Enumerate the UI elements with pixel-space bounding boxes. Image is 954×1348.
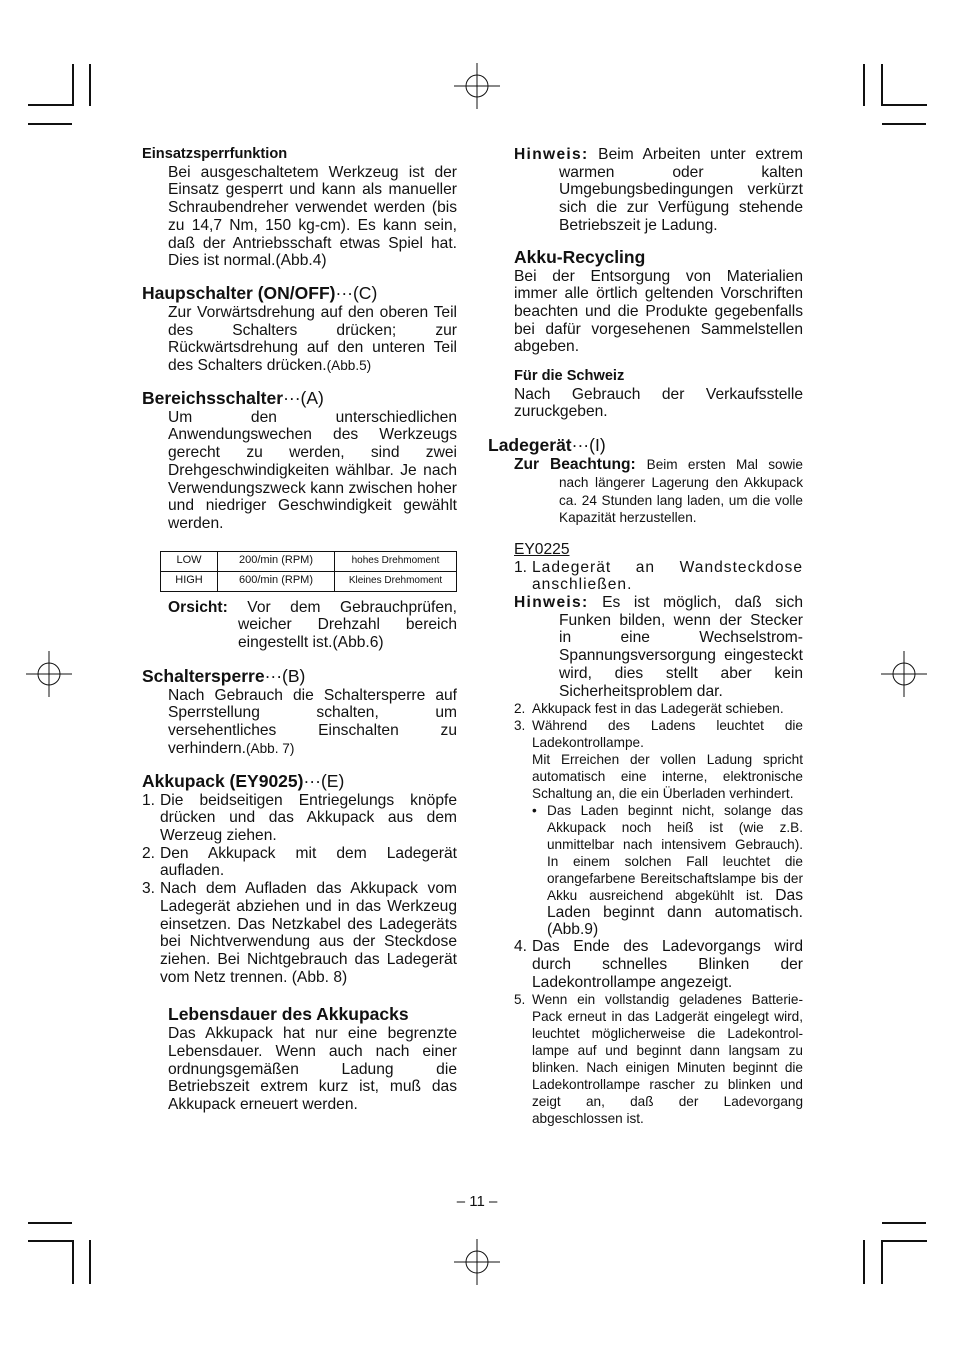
crop-mark xyxy=(28,1240,74,1242)
caution-note xyxy=(142,599,457,652)
caution-paragraph xyxy=(168,599,457,652)
section-text: Um den unterschiedlichen Anwendungswechen des Werkzeugs gerecht zu werden, sind zwei Drehgeschwindigkeiten wählbar. Je nach Verwendungszweck kann zwischen hoher und niedriger Geschwindigkeit gewählt werden. xyxy=(168,408,457,532)
model-number: EY0225 xyxy=(514,540,570,558)
list-text: Wenn ein vollstandig geladenes Batterie-Pack erneut in das Ladgerät eingelegt wird, leuchtet möglicherweise die Ladekontrol-lampe auf und beginnt dann langsam zu blinken. Nach einigen Minuten beginnt die Ladekontrollampe rascher zu blinken und zeigt an, daß der Ladevorgang abgeschlossen ist. xyxy=(532,992,803,1127)
heading-suffix: ···(E) xyxy=(303,770,345,791)
table-row xyxy=(161,551,457,571)
list-text: Die beidseitigen Entriegelungs knöpfe drücken und das Akkupack aus dem Werzeug ziehen. xyxy=(160,791,457,844)
section-schaltersperre xyxy=(142,666,457,758)
heading-suffix: ···(I) xyxy=(571,435,606,456)
list-number: 3. xyxy=(514,718,526,734)
section-text: Bei der Entsorgung von Materialien immer alle örtlich geltenden Vorschriften beachten und die Produkte gegebenfalls bei dafür vorgesehenen Sammelstellen abgeben. xyxy=(514,267,803,356)
hint-paragraph xyxy=(514,146,803,235)
section-heading xyxy=(142,283,457,304)
table-cell: hohes Drehmoment xyxy=(335,551,457,571)
table-cell: 200/min (RPM) xyxy=(218,551,335,571)
list-item xyxy=(514,717,803,938)
heading-suffix: ···(A) xyxy=(283,387,324,408)
list-item xyxy=(142,845,457,880)
table-cell: HIGH xyxy=(161,571,218,591)
numbered-list xyxy=(514,700,803,938)
crop-mark xyxy=(89,1240,91,1284)
list-item xyxy=(142,880,457,986)
attention-paragraph xyxy=(514,456,803,527)
attention-text: Beim ersten Mal sowie nach längerer Lagerung den Akkupack ca. 24 Stunden lang laden, um die volle Kapazität herzustellen. xyxy=(559,457,803,526)
charging-steps xyxy=(488,541,803,1127)
numbered-list xyxy=(514,938,803,991)
section-text: Bei ausgeschaltetem Werkzeug ist der Einsatz gesperrt und kann als manueller Schraubendreher verwendet werden (bis zu 14,7 Nm, 150 kg-cm). Es kann sein, daß der Antriebsschaft etwas Spiel hat. Dies ist normal.(Abb.4) xyxy=(168,163,457,270)
hint-label: Hinweis: xyxy=(514,594,589,612)
list-number: 2. xyxy=(514,701,526,717)
section-text: Nach Gebrauch der Verkaufsstelle zuruckgeben. xyxy=(514,385,803,421)
section-heading xyxy=(142,666,457,687)
section-akkupack xyxy=(142,771,457,987)
section-einsatzsperre xyxy=(142,146,457,270)
hint-paragraph xyxy=(514,594,803,700)
figure-ref: (Abb.5) xyxy=(326,358,372,374)
crop-mark xyxy=(882,1222,926,1224)
figure-ref: (Abb. 7) xyxy=(246,740,295,756)
left-column xyxy=(142,146,457,1114)
crop-mark xyxy=(28,1222,72,1224)
hint-text: Beim Arbeiten unter extrem warmen oder kalten Umgebungsbedingungen verkürzt sich die zur Verfügung stehende Betriebszeit je Ladung. xyxy=(559,146,803,234)
crop-mark xyxy=(863,64,865,106)
right-column xyxy=(488,146,803,1127)
bullet-text: Das Laden beginnt nicht, solange das Akkupack noch heiß ist (wie z.B. unmittelbar nach intensivem Gebrauch). In einem solchen Fall leuchtet die orangefarbene Bereitschaftslampe bis der Akku ausreichend abgekühlt ist. xyxy=(547,803,803,904)
table-cell: 600/min (RPM) xyxy=(218,571,335,591)
list-item xyxy=(514,938,803,991)
registration-mark xyxy=(881,651,927,697)
list-number: 1. xyxy=(142,791,156,809)
section-heading: Für die Schweiz xyxy=(514,368,625,385)
section-text xyxy=(142,304,457,375)
list-number: 4. xyxy=(514,938,528,956)
heading-suffix: ···(B) xyxy=(264,665,306,686)
numbered-list xyxy=(514,559,803,594)
list-item xyxy=(142,792,457,845)
section-schweiz xyxy=(488,368,803,421)
list-text: Das Ende des Ladevorgangs wird durch schnelles Blinken der Ladekontrollampe angezeigt. xyxy=(532,938,803,991)
list-number: 3. xyxy=(142,880,156,898)
list-text-more: Mit Erreichen der vollen Ladung spricht automatisch eine interne, elektronische Schaltung an, die ein Überladen verhindert. xyxy=(532,752,803,802)
crop-mark xyxy=(881,1240,927,1242)
list-text: Ladegerät an Wandsteckdose anschließen. xyxy=(532,558,803,594)
hint-label: Hinweis: xyxy=(514,146,589,163)
section-lebensdauer xyxy=(142,1004,457,1114)
section-hauptschalter xyxy=(142,283,457,375)
section-heading xyxy=(142,771,457,792)
crop-mark xyxy=(28,104,74,106)
bullet-icon: • xyxy=(532,803,537,819)
heading-text: Haupschalter (ON/OFF) xyxy=(142,282,336,303)
section-text xyxy=(142,687,457,758)
crop-mark xyxy=(882,123,926,125)
table-cell: Kleines Drehmoment xyxy=(335,571,457,591)
crop-mark xyxy=(72,1240,74,1284)
section-ladegeraet xyxy=(488,435,803,1127)
list-item xyxy=(514,700,803,717)
section-heading: Akku-Recycling xyxy=(514,246,646,267)
list-text: Akkupack fest in das Ladegerät schieben. xyxy=(532,701,784,717)
crop-mark xyxy=(89,64,91,106)
hint-text: Es ist möglich, daß sich Funken bilden, wenn der Stecker in eine Wechselstrom-Spannungsversorgung eingesteckt wird, dies stellt aber kein Sicherheitsproblem dar. xyxy=(559,594,803,700)
crop-mark xyxy=(881,1240,883,1284)
table-cell: LOW xyxy=(161,551,218,571)
list-number: 1. xyxy=(514,558,528,576)
list-text: Während des Ladens leuchtet die Ladekontrollampe. xyxy=(532,718,803,751)
section-recycling xyxy=(488,247,803,357)
text: Nach Gebrauch die Schaltersperre auf Sperrstellung schalten, um versehentliches Einschalten zu verhindern. xyxy=(168,686,457,757)
attention-label: Zur Beachtung: xyxy=(514,456,636,474)
section-heading xyxy=(488,435,803,456)
crop-mark xyxy=(881,104,927,106)
list-item xyxy=(514,559,803,594)
heading-text: Schaltersperre xyxy=(142,665,265,686)
list-item xyxy=(514,991,803,1127)
crop-mark xyxy=(28,123,72,125)
caution-label: Orsicht: xyxy=(168,598,228,616)
list-number: 2. xyxy=(142,844,156,862)
heading-text: Ladegerät xyxy=(488,435,572,456)
section-text: Das Akkupack hat nur eine begrenzte Lebensdauer. Wenn auch nach einer ordnungsgemäßen Ladung die Betriebszeit extrem kurz ist, muß das Akkupack erneuert werden. xyxy=(168,1025,457,1114)
crop-mark xyxy=(72,64,74,106)
crop-mark xyxy=(863,1240,865,1284)
section-heading: Lebensdauer des Akkupacks xyxy=(168,1004,409,1025)
heading-text: Bereichsschalter xyxy=(142,387,284,408)
list-text: Den Akkupack mit dem Ladegerät aufladen. xyxy=(160,844,457,880)
table-row xyxy=(161,571,457,591)
crop-mark xyxy=(881,64,883,106)
heading-text: Akkupack (EY9025) xyxy=(142,770,304,791)
list-text: Nach dem Aufladen das Akkupack vom Ladegerät abziehen und in das Werkzeug einsetzen. Das Netzkabel des Ladegeräts bei Nichtverwendung aus der Steckdose ziehen. Bei Nichtgebrauch das Ladegerät vom Netz trennen. (Abb. 8) xyxy=(160,880,457,986)
numbered-list xyxy=(142,792,457,987)
attention-note xyxy=(488,456,803,527)
section-heading xyxy=(142,388,457,409)
page-number: – 11 – xyxy=(456,1193,498,1210)
registration-mark xyxy=(454,63,500,109)
section-bereichsschalter xyxy=(142,388,457,652)
registration-mark xyxy=(26,651,72,697)
bullet-text-tail: Das Laden beginnt dann automatisch. (Abb.9) xyxy=(547,887,803,939)
caution-text: Vor dem Gebrauchprüfen, weicher Drehzahl bereich eingestellt ist.(Abb.6) xyxy=(238,598,457,652)
registration-mark xyxy=(454,1239,500,1285)
text: Zur Vorwärtsdrehung auf den oberen Teil des Schalters drücken; zur Rückwärtsdrehung auf den unteren Teil des Schalters drücken. xyxy=(168,303,457,375)
hint-note xyxy=(488,146,803,235)
section-heading: Einsatzsperrfunktion xyxy=(142,146,288,162)
list-number: 5. xyxy=(514,992,526,1008)
speed-table xyxy=(160,551,457,592)
bullet-item xyxy=(532,802,803,938)
numbered-list xyxy=(514,991,803,1127)
heading-suffix: ···(C) xyxy=(335,282,378,303)
